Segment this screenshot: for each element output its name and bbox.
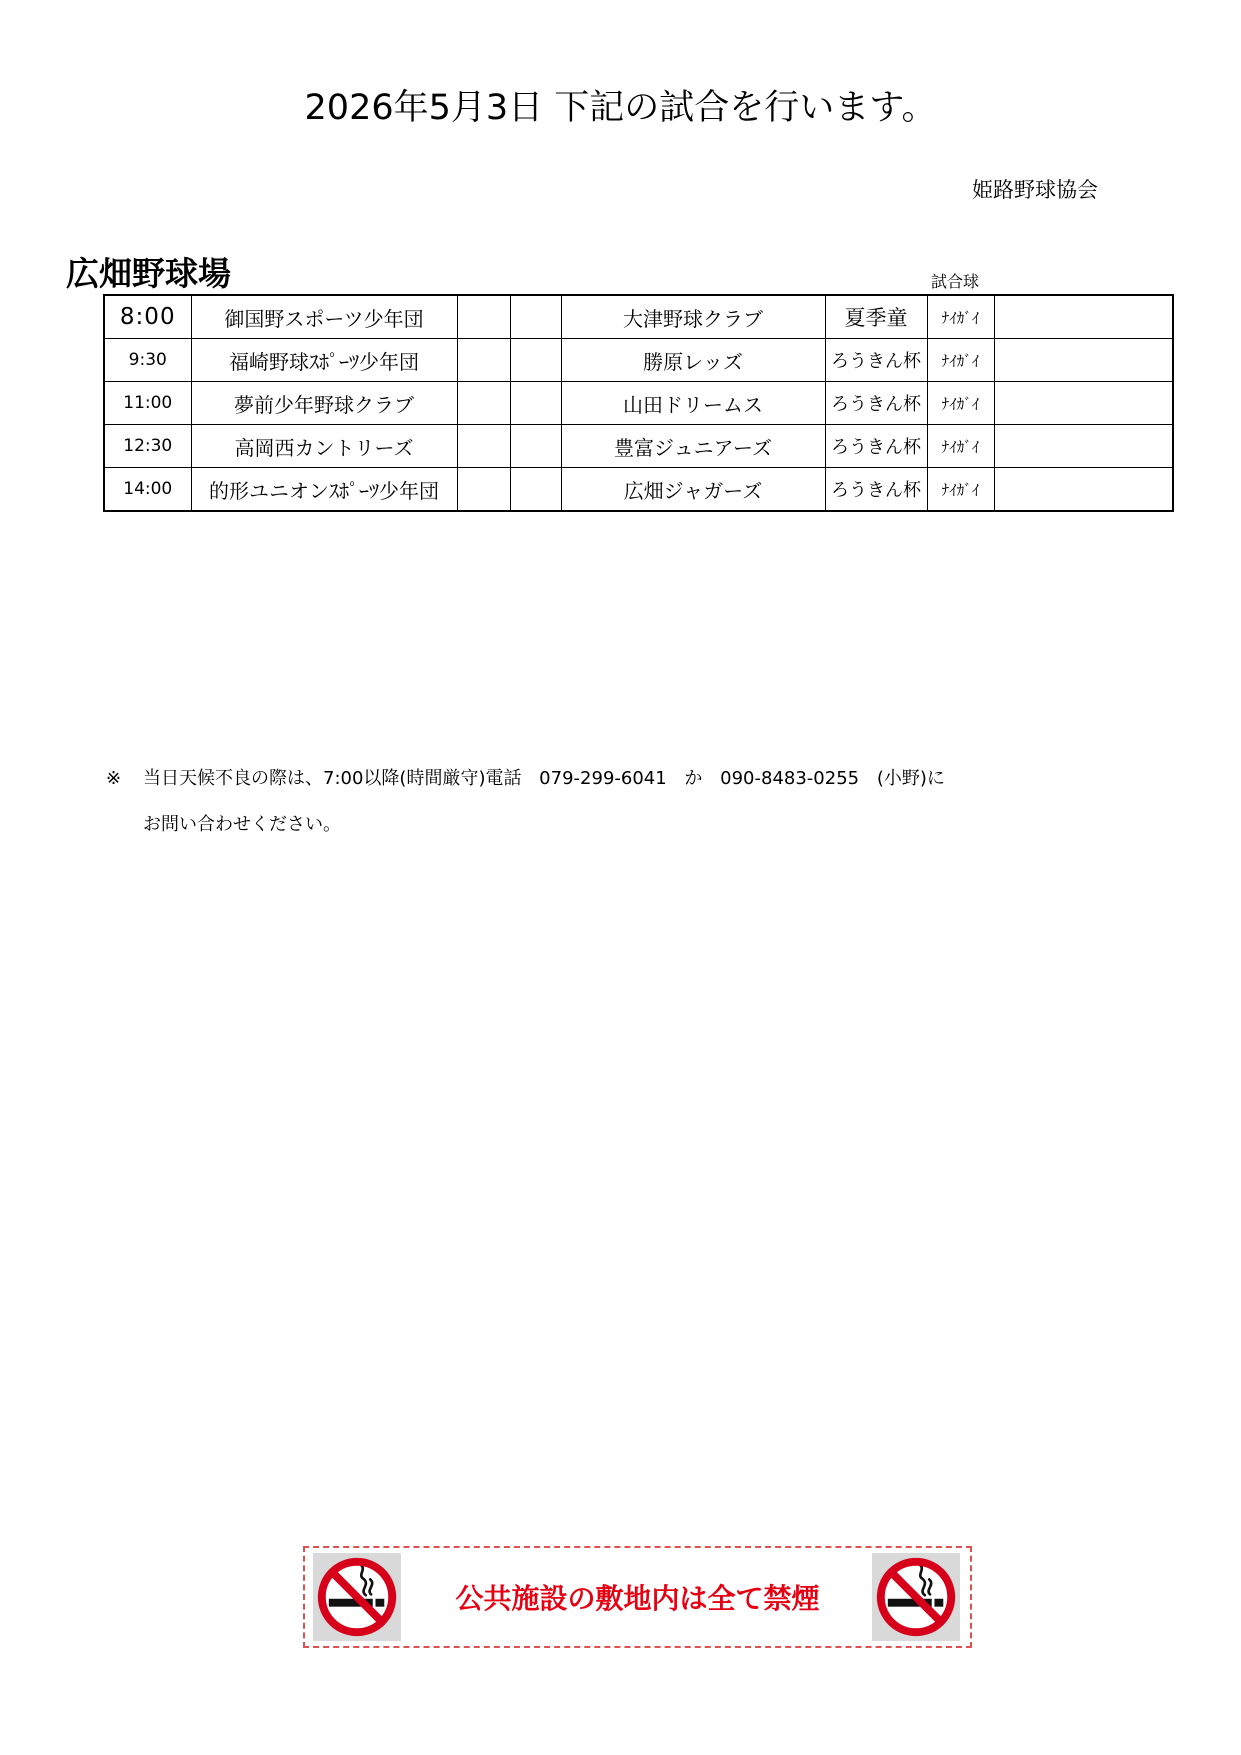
notice-text-line1: 当日天候不良の際は、7:00以降(時間厳守)電話 079-299-6041 か 090-8483-0255 (小野)に <box>143 768 945 789</box>
away-team-cell: 広畑ジャガーズ <box>561 468 825 512</box>
no-smoking-sign <box>872 1553 960 1641</box>
time-cell: 8:00 <box>104 295 191 339</box>
schedule-table <box>103 294 1174 512</box>
away-score-cell <box>510 425 561 468</box>
home-team-cell: 福崎野球ｽﾎﾟｰﾂ少年団 <box>191 339 457 382</box>
no-smoking-icon <box>313 1553 401 1641</box>
notice-mark: ※ <box>106 768 122 789</box>
weather-notice <box>106 766 945 792</box>
home-team-cell: 夢前少年野球クラブ <box>191 382 457 425</box>
schedule-row <box>104 382 1173 425</box>
tournament-cell: 夏季童 <box>825 295 927 339</box>
remarks-cell <box>994 339 1173 382</box>
time-cell: 11:00 <box>104 382 191 425</box>
away-team-cell: 勝原レッズ <box>561 339 825 382</box>
remarks-cell <box>994 425 1173 468</box>
ball-cell: ﾅｲｶﾞｲ <box>927 339 994 382</box>
home-score-cell <box>457 468 510 512</box>
time-cell: 12:30 <box>104 425 191 468</box>
tournament-cell: ろうきん杯 <box>825 339 927 382</box>
home-score-cell <box>457 295 510 339</box>
away-score-cell <box>510 468 561 512</box>
notice-text-line2: お問い合わせください。 <box>143 814 341 835</box>
ball-cell: ﾅｲｶﾞｲ <box>927 425 994 468</box>
away-score-cell <box>510 339 561 382</box>
away-team-cell: 大津野球クラブ <box>561 295 825 339</box>
schedule-row <box>104 339 1173 382</box>
away-score-cell <box>510 382 561 425</box>
schedule-row <box>104 295 1173 339</box>
schedule-row <box>104 468 1173 512</box>
away-team-cell: 豊富ジュニアーズ <box>561 425 825 468</box>
home-score-cell <box>457 382 510 425</box>
schedule-row <box>104 425 1173 468</box>
remarks-cell <box>994 295 1173 339</box>
no-smoking-icon <box>872 1553 960 1641</box>
organizer-name: 姫路野球協会 <box>972 178 1098 202</box>
home-score-cell <box>457 425 510 468</box>
remarks-cell <box>994 468 1173 512</box>
venue-name: 広畑野球場 <box>66 254 231 293</box>
cigarette-filter <box>934 1599 943 1607</box>
home-team-cell: 高岡西カントリーズ <box>191 425 457 468</box>
ball-cell: ﾅｲｶﾞｲ <box>927 295 994 339</box>
away-score-cell <box>510 295 561 339</box>
tournament-cell: ろうきん杯 <box>825 468 927 512</box>
tournament-cell: ろうきん杯 <box>825 425 927 468</box>
home-team-cell: 的形ユニオンｽﾎﾟｰﾂ少年団 <box>191 468 457 512</box>
time-cell: 9:30 <box>104 339 191 382</box>
ball-column-header: 試合球 <box>931 272 980 291</box>
tournament-cell: ろうきん杯 <box>825 382 927 425</box>
home-team-cell: 御国野スポーツ少年団 <box>191 295 457 339</box>
page-title: 2026年5月3日 下記の試合を行います。 <box>304 88 937 128</box>
no-smoking-banner <box>303 1546 972 1648</box>
time-cell: 14:00 <box>104 468 191 512</box>
cigarette-filter <box>375 1599 384 1607</box>
cigarette-band <box>373 1599 376 1607</box>
away-team-cell: 山田ドリームス <box>561 382 825 425</box>
home-score-cell <box>457 339 510 382</box>
no-smoking-text: 公共施設の敷地内は全て禁煙 <box>455 1582 820 1615</box>
ball-cell: ﾅｲｶﾞｲ <box>927 382 994 425</box>
cigarette-band <box>932 1599 935 1607</box>
remarks-cell <box>994 382 1173 425</box>
no-smoking-sign <box>313 1553 401 1641</box>
ball-cell: ﾅｲｶﾞｲ <box>927 468 994 512</box>
